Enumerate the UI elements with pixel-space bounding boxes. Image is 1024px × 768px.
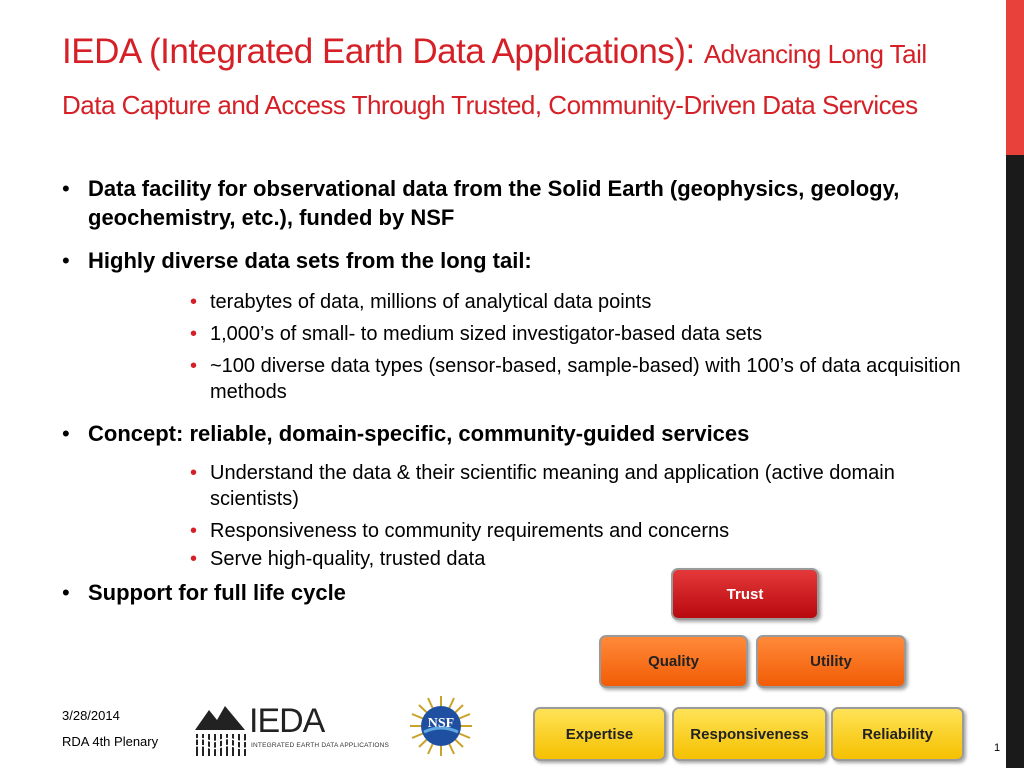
ieda-wordmark: IEDA [249,702,325,740]
bullet-life-cycle: • Support for full life cycle [60,578,990,607]
sub-bullet-responsiveness: • Responsiveness to community requirements and concerns [188,518,990,544]
sub-bullet-understand: • Understand the data & their scientific meaning and application (active domain scientists) [188,460,930,512]
sub-bullet-datasets: • 1,000’s of small- to medium sized investigator-based data sets [188,321,990,347]
bullet-concept: • Concept: reliable, domain-specific, community-guided services [60,419,990,448]
nsf-text: NSF [427,716,455,731]
pyramid-quality [599,635,748,688]
pyramid-utility-label: Utility [810,653,852,670]
pyramid-expertise-label: Expertise [565,725,634,743]
nsf-logo [410,696,472,756]
title-main: IEDA (Integrated Earth Data Applications): [62,32,704,71]
bullet-diverse-data: • Highly diverse data sets from the long tail: [60,246,990,275]
bullet-facility: • Data facility for observational data from the Solid Earth (geophysics, geology, geochemistry, etc.), funded by NSF [60,174,990,232]
pyramid-trust [671,568,819,620]
ieda-logo [193,700,393,760]
slide-edge-bar [1006,0,1024,768]
sub-bullet-serve: • Serve high-quality, trusted data [188,546,990,572]
footer-date: 3/28/2014 [62,708,120,723]
footer-event: RDA 4th Plenary [62,734,159,749]
pyramid-reliability [831,707,964,761]
pyramid-trust-label: Trust [726,585,764,603]
page-number: 1 [994,742,1001,754]
sub-bullet-data-types: • ~100 diverse data types (sensor-based, sample-based) with 100’s of data acquisition methods [188,353,990,405]
pyramid-reliability-label: Reliability [862,725,933,743]
pyramid-expertise [533,707,666,761]
ieda-mountain-icon [193,700,249,758]
ieda-subtitle: INTEGRATED EARTH DATA APPLICATIONS [251,742,390,749]
pyramid-responsiveness [672,707,827,761]
pyramid-responsiveness-label: Responsiveness [690,725,809,743]
sub-bullet-terabytes: • terabytes of data, millions of analytical data points [188,289,990,315]
bullet-list [60,174,990,621]
slide-edge-accent [1006,0,1024,155]
title-subtitle: Advancing Long Tail Data Capture and Access Through Trusted, Community-Driven Data Services [62,39,927,120]
pyramid-quality-label: Quality [648,653,699,670]
slide-title [62,28,962,133]
pyramid-utility [756,635,906,688]
